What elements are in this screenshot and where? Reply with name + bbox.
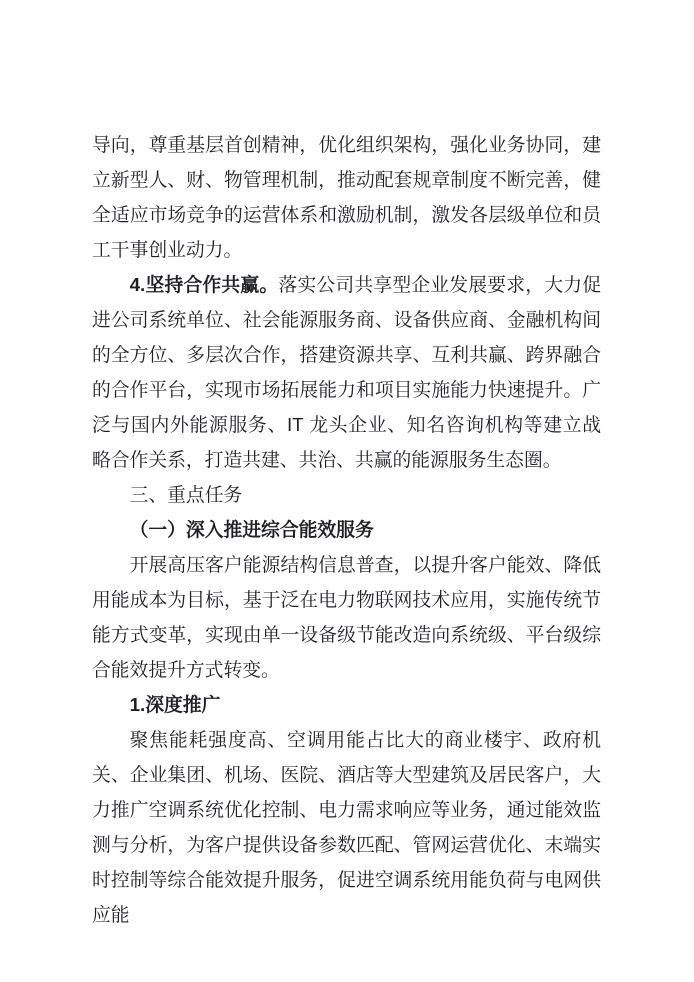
heading-deep-promotion: 1.深度推广: [129, 694, 221, 715]
paragraph-energy-survey: 开展高压客户能源结构信息普查，以提升客户能效、降低用能成本为目标，基于泛在电力物联网技术应用，实施传统节能方式变革，实现由单一设备级节能改造向系统级、平台级综合能效提升方式转变。: [92, 554, 601, 680]
paragraph-point-4-bold-lead: 4.坚持合作共赢。: [129, 274, 279, 295]
paragraph-focus-buildings: 聚焦能耗强度高、空调用能占比大的商业楼宇、政府机关、企业集团、机场、医院、酒店等大型建筑及居民客户，大力推广空调系统优化控制、电力需求响应等业务，通过能效监测与分析，为客户提供设备参数匹配、管网运营优化、末端实时控制等综合能效提升服务，促进空调系统用能负荷与电网供应能: [92, 729, 601, 925]
paragraph-overflow-continuation: 导向，尊重基层首创精神，优化组织架构，强化业务协同，建立新型人、财、物管理机制，推动配套规章制度不断完善，健全适应市场竞争的运营体系和激励机制，激发各层级单位和员工干事创业动力。: [92, 134, 601, 260]
heading-section-three-key-tasks: 三、重点任务: [129, 484, 243, 505]
paragraph-point-4-body: 落实公司共享型企业发展要求，大力促进公司系统单位、社会能源服务商、设备供应商、金融机构间的全方位、多层次合作，搭建资源共享、互利共赢、跨界融合的合作平台，实现市场拓展能力和项目实施能力快速提升。广泛与国内外能源服务、IT 龙头企业、知名咨询机构等建立战略合作关系，打造共建、共治、共赢的能源服务生态圈。: [92, 274, 601, 470]
paragraph-point-4-cooperation: [92, 267, 601, 477]
heading-subsection-one-energy-efficiency: （一）深入推进综合能效服务: [129, 519, 374, 540]
